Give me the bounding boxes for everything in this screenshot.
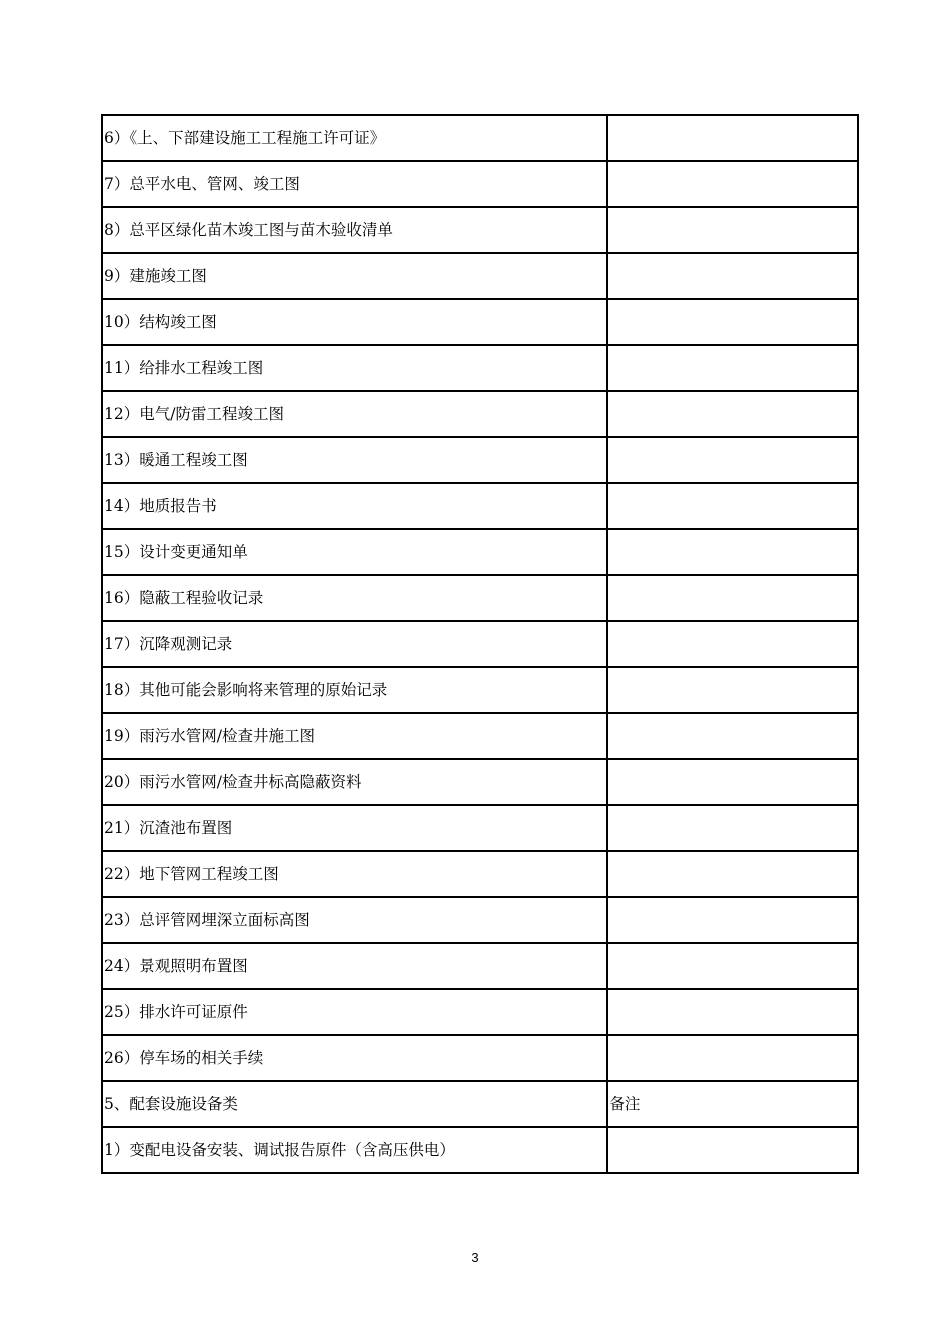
note-cell: [607, 805, 858, 851]
note-cell: [607, 1035, 858, 1081]
table-row: [102, 989, 858, 1035]
item-cell: 11）给排水工程竣工图: [102, 345, 607, 391]
table-row: [102, 851, 858, 897]
item-cell: 22）地下管网工程竣工图: [102, 851, 607, 897]
table-row: [102, 805, 858, 851]
table-row: [102, 575, 858, 621]
table-row: [102, 713, 858, 759]
note-cell: [607, 207, 858, 253]
table-row: [102, 943, 858, 989]
table-row: [102, 161, 858, 207]
item-cell: 18）其他可能会影响将来管理的原始记录: [102, 667, 607, 713]
item-cell: 23）总评管网埋深立面标高图: [102, 897, 607, 943]
item-cell: 6）《上、下部建设施工工程施工许可证》: [102, 115, 607, 161]
item-cell: 21）沉渣池布置图: [102, 805, 607, 851]
table-row: [102, 1035, 858, 1081]
table-row: [102, 207, 858, 253]
note-cell: [607, 943, 858, 989]
item-cell: 14）地质报告书: [102, 483, 607, 529]
note-cell: [607, 667, 858, 713]
item-cell: 1）变配电设备安装、调试报告原件（含高压供电）: [102, 1127, 607, 1173]
table-row: [102, 391, 858, 437]
table-row: [102, 897, 858, 943]
item-cell: 16）隐蔽工程验收记录: [102, 575, 607, 621]
note-cell: [607, 391, 858, 437]
table-row: [102, 437, 858, 483]
item-cell: 8）总平区绿化苗木竣工图与苗木验收清单: [102, 207, 607, 253]
table-row: [102, 299, 858, 345]
note-cell: [607, 253, 858, 299]
item-cell: 17）沉降观测记录: [102, 621, 607, 667]
item-cell: 5、配套设施设备类: [102, 1081, 607, 1127]
item-cell: 26）停车场的相关手续: [102, 1035, 607, 1081]
table-row: [102, 115, 858, 161]
note-cell: [607, 851, 858, 897]
note-cell: [607, 437, 858, 483]
item-cell: 13）暖通工程竣工图: [102, 437, 607, 483]
table-row: [102, 483, 858, 529]
item-cell: 12）电气/防雷工程竣工图: [102, 391, 607, 437]
item-cell: 10）结构竣工图: [102, 299, 607, 345]
note-cell: [607, 345, 858, 391]
note-cell: [607, 989, 858, 1035]
item-cell: 20）雨污水管网/检查井标高隐蔽资料: [102, 759, 607, 805]
table-body: [102, 115, 858, 1173]
note-cell: [607, 1127, 858, 1173]
table-row: [102, 253, 858, 299]
table-row: [102, 1081, 858, 1127]
table-row: [102, 621, 858, 667]
note-cell: [607, 115, 858, 161]
table-row: [102, 667, 858, 713]
page-number: 3: [471, 1250, 479, 1265]
item-cell: 24）景观照明布置图: [102, 943, 607, 989]
table-row: [102, 529, 858, 575]
item-cell: 15）设计变更通知单: [102, 529, 607, 575]
table-row: [102, 345, 858, 391]
note-cell: [607, 299, 858, 345]
note-cell: [607, 621, 858, 667]
table-row: [102, 759, 858, 805]
note-cell: [607, 529, 858, 575]
item-cell: 7）总平水电、管网、竣工图: [102, 161, 607, 207]
item-cell: 19）雨污水管网/检查井施工图: [102, 713, 607, 759]
note-cell: 备注: [607, 1081, 858, 1127]
note-cell: [607, 759, 858, 805]
note-cell: [607, 161, 858, 207]
note-cell: [607, 575, 858, 621]
item-cell: 25）排水许可证原件: [102, 989, 607, 1035]
note-cell: [607, 713, 858, 759]
item-cell: 9）建施竣工图: [102, 253, 607, 299]
note-cell: [607, 897, 858, 943]
note-cell: [607, 483, 858, 529]
document-checklist-table: [101, 114, 859, 1174]
table-row: [102, 1127, 858, 1173]
